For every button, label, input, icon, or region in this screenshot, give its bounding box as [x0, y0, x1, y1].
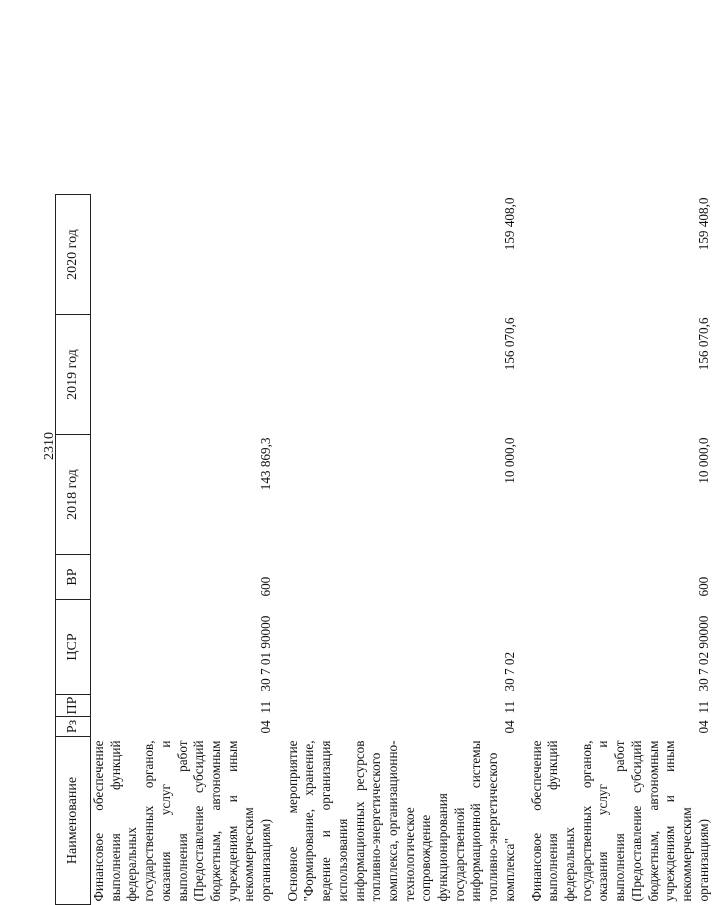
row-csr: 30 7 02 — [501, 651, 517, 692]
header-pr: ПР — [56, 695, 91, 717]
row-csr: 30 7 02 90000 — [695, 615, 711, 692]
budget-table — [55, 194, 718, 905]
row-vr: 600 — [695, 576, 711, 597]
row-2020 — [91, 195, 285, 315]
table-row — [285, 195, 529, 905]
row-pr: 11 — [501, 700, 517, 714]
header-rz: Рз — [56, 717, 91, 737]
row-rz: 04 — [501, 720, 517, 734]
row-2018: 143 869,3 — [258, 437, 274, 491]
row-2019: 156 070,6 — [501, 317, 517, 371]
row-2018: 10 000,0 — [501, 437, 517, 484]
row-2019: 156 070,6 — [695, 317, 711, 371]
row-2019 — [91, 315, 285, 435]
row-rz: 04 — [258, 720, 274, 734]
row-csr: 30 7 01 90000 — [258, 615, 274, 692]
table-row — [529, 195, 718, 905]
row-name: Основное мероприятие "Формирование, хранение, ведение и организация использования информационных ресурсов топливно-энергетического комплекса, организационно-технологическое сопровождение функционирования государственной информационной системы топливно-энергетического комплекса" — [284, 740, 517, 902]
rotated-budget-sheet — [0, 115, 711, 905]
row-vr — [285, 555, 529, 600]
row-2018: 10 000,0 — [695, 437, 711, 484]
header-csr: ЦСР — [56, 600, 91, 695]
row-pr: 11 — [258, 700, 274, 714]
header-vr: ВР — [56, 555, 91, 600]
row-2020: 159 408,0 — [695, 197, 711, 251]
table-header-row — [56, 195, 91, 905]
header-2019: 2019 год — [56, 315, 91, 435]
row-name: Финансовое обеспечение выполнения функций федеральных государственных органов, оказания услуг и выполнения работ (Предоставление субсидий бюджетным, автономным учреждениям и иным некоммерческим организациям) — [91, 740, 274, 902]
table-row — [91, 195, 285, 905]
header-2020: 2020 год — [56, 195, 91, 315]
page-number: 2310 — [42, 432, 57, 460]
row-vr: 600 — [258, 576, 274, 597]
row-pr: 11 — [695, 700, 711, 714]
row-rz: 04 — [695, 720, 711, 734]
header-name: Наименование — [56, 737, 91, 905]
row-name: Финансовое обеспечение выполнения функций федеральных государственных органов, оказания услуг и выполнения работ (Предоставление субсидий бюджетным, автономным учреждениям и иным некоммерческим организациям) — [528, 740, 711, 902]
header-2018: 2018 год — [56, 435, 91, 555]
row-2020: 159 408,0 — [501, 197, 517, 251]
